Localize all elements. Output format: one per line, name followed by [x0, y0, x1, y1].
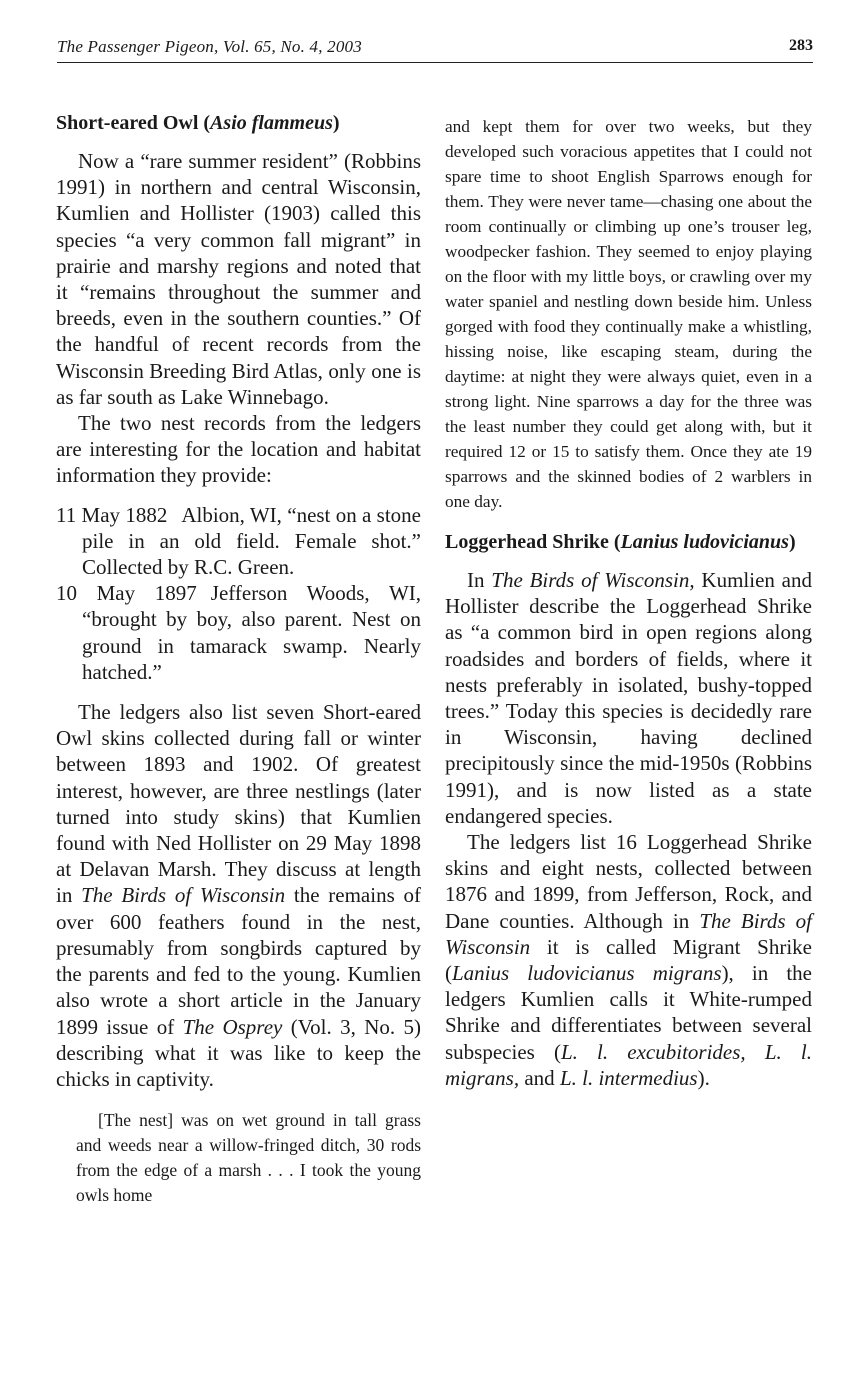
nest-record	[56, 580, 421, 685]
journal-title: The Osprey	[182, 1014, 283, 1039]
book-title: The Birds of Wisconsin	[81, 883, 286, 908]
book-title: The Birds of Wisconsin	[445, 908, 812, 959]
heading-common-name: Short-eared Owl	[56, 112, 199, 134]
paragraph	[445, 567, 812, 829]
nest-records-list	[56, 502, 421, 685]
text-run: Kumlien and Hollister describe the Loggerhead Shrike as “a common bird in open regions along roadsides and borders of fields, where it nests preferably in isolated, bushy-topped trees.” Today this species is decidedly rare in Wisconsin, having declined precipitously since the mid-1950s (Robbins 1991), and is now listed as a state endangered species.	[445, 568, 813, 828]
text-run: the remains of over 600 feathers found in the nest, presumably from songbirds captured by the parents and fed to the young. Kumlien also wrote a short article in the January 1899 issue of	[56, 883, 422, 1039]
paragraph: The two nest records from the ledgers are interesting for the location and habitat information they provide:	[56, 411, 421, 488]
record-text: Albion, WI, “nest on a stone pile in an old field. Female shot.” Collected by R.C. Green.	[82, 502, 421, 580]
scientific-name: L. l. intermedius	[559, 1065, 698, 1090]
heading-common-name: Loggerhead Shrike	[445, 531, 609, 553]
text-run: (Vol. 3, No. 5) describing what it was like to keep the chicks in captivity.	[56, 1014, 421, 1091]
text-run: and	[519, 1065, 560, 1090]
block-quote-continued: and kept them for over two weeks, but they developed such voracious appetites that I could not spare time to shoot English Sparrows enough for them. They were never tame—chasing one about the room continually or climbing up one’s trouser leg, woodpecker fashion. They seemed to enjoy playing on the floor with my little boys, or crawling over my water spaniel and nestling down beside him. Unless gorged with food they continually make a whistling, hissing noise, like escaping steam, during the daytime: at night they were always quiet, even in a strong light. Nine sparrows a day for the three was the least number they could get along with, but it required 12 or 15 to satisfy them. Once they ate 19 sparrows and the skinned bodies of 2 warblers in one day.	[445, 117, 812, 511]
record-date: 11 May 1882	[56, 502, 168, 527]
paragraph	[56, 699, 421, 1092]
nest-record	[56, 502, 421, 581]
text-run: In	[467, 568, 492, 592]
paragraph	[445, 829, 812, 1091]
running-header	[57, 36, 813, 63]
heading-scientific-name: Asio flammeus	[210, 112, 333, 134]
heading-paren-open: (	[198, 112, 211, 134]
book-title: The Birds of Wisconsin,	[491, 568, 695, 592]
page-number: 283	[789, 37, 813, 54]
heading-paren-open: (	[608, 531, 621, 553]
record-date: 10 May 1897	[56, 581, 197, 606]
text-run: ).	[697, 1065, 710, 1090]
block-quote-start: [The nest] was on wet ground in tall grass and weeds near a willow-fringed ditch, 30 rods from the edge of a marsh . . . I took the young owls home	[76, 1110, 421, 1206]
paragraph: Now a “rare summer resident” (Robbins 1991) in northern and central Wisconsin, Kumlien and Hollister (1903) called this species “a very common fall migrant” in prairie and marshy regions and noted that it “remains throughout the summer and breeds, even in the southern counties.” Of the handful of recent records from the Wisconsin Breeding Bird Atlas, only one is as far south as Lake Winnebago.	[56, 149, 421, 409]
heading-paren-close: )	[788, 531, 796, 553]
text-run: it is called Migrant Shrike (	[445, 934, 812, 986]
right-column	[445, 114, 812, 1091]
scientific-name: Lanius ludovicianus migrans	[452, 961, 722, 986]
scientific-name: L. l. excubitorides, L. l. migrans,	[445, 1039, 812, 1090]
section-heading-short-eared-owl	[56, 110, 421, 136]
text-run: The ledgers also list seven Short-eared Owl skins collected during fall or winter between 1893 and 1902. Of greatest interest, however, are three nestlings (later turned into study skins) that Kumlien found with Ned Hollister on 29 May 1898 at Delavan Marsh. They discuss at length in	[56, 700, 421, 908]
record-text: Jefferson Woods, WI, “brought by boy, also parent. Nest on ground in tamarack swamp. Nearly hatched.”	[82, 581, 422, 684]
section-heading-loggerhead-shrike	[445, 529, 812, 555]
heading-paren-close: )	[332, 112, 340, 134]
left-column	[56, 110, 421, 1208]
text-run: ), in the ledgers Kumlien calls it White-rumped Shrike and differentiates between several subspecies (	[445, 961, 812, 1064]
text-run: The ledgers list 16 Loggerhead Shrike skins and eight nests, collected between 1876 and 1899, from Jefferson, Rock, and Dane counties. Although in	[445, 830, 812, 933]
journal-citation: The Passenger Pigeon, Vol. 65, No. 4, 2003	[57, 37, 362, 56]
heading-scientific-name: Lanius ludovicianus	[620, 531, 789, 553]
